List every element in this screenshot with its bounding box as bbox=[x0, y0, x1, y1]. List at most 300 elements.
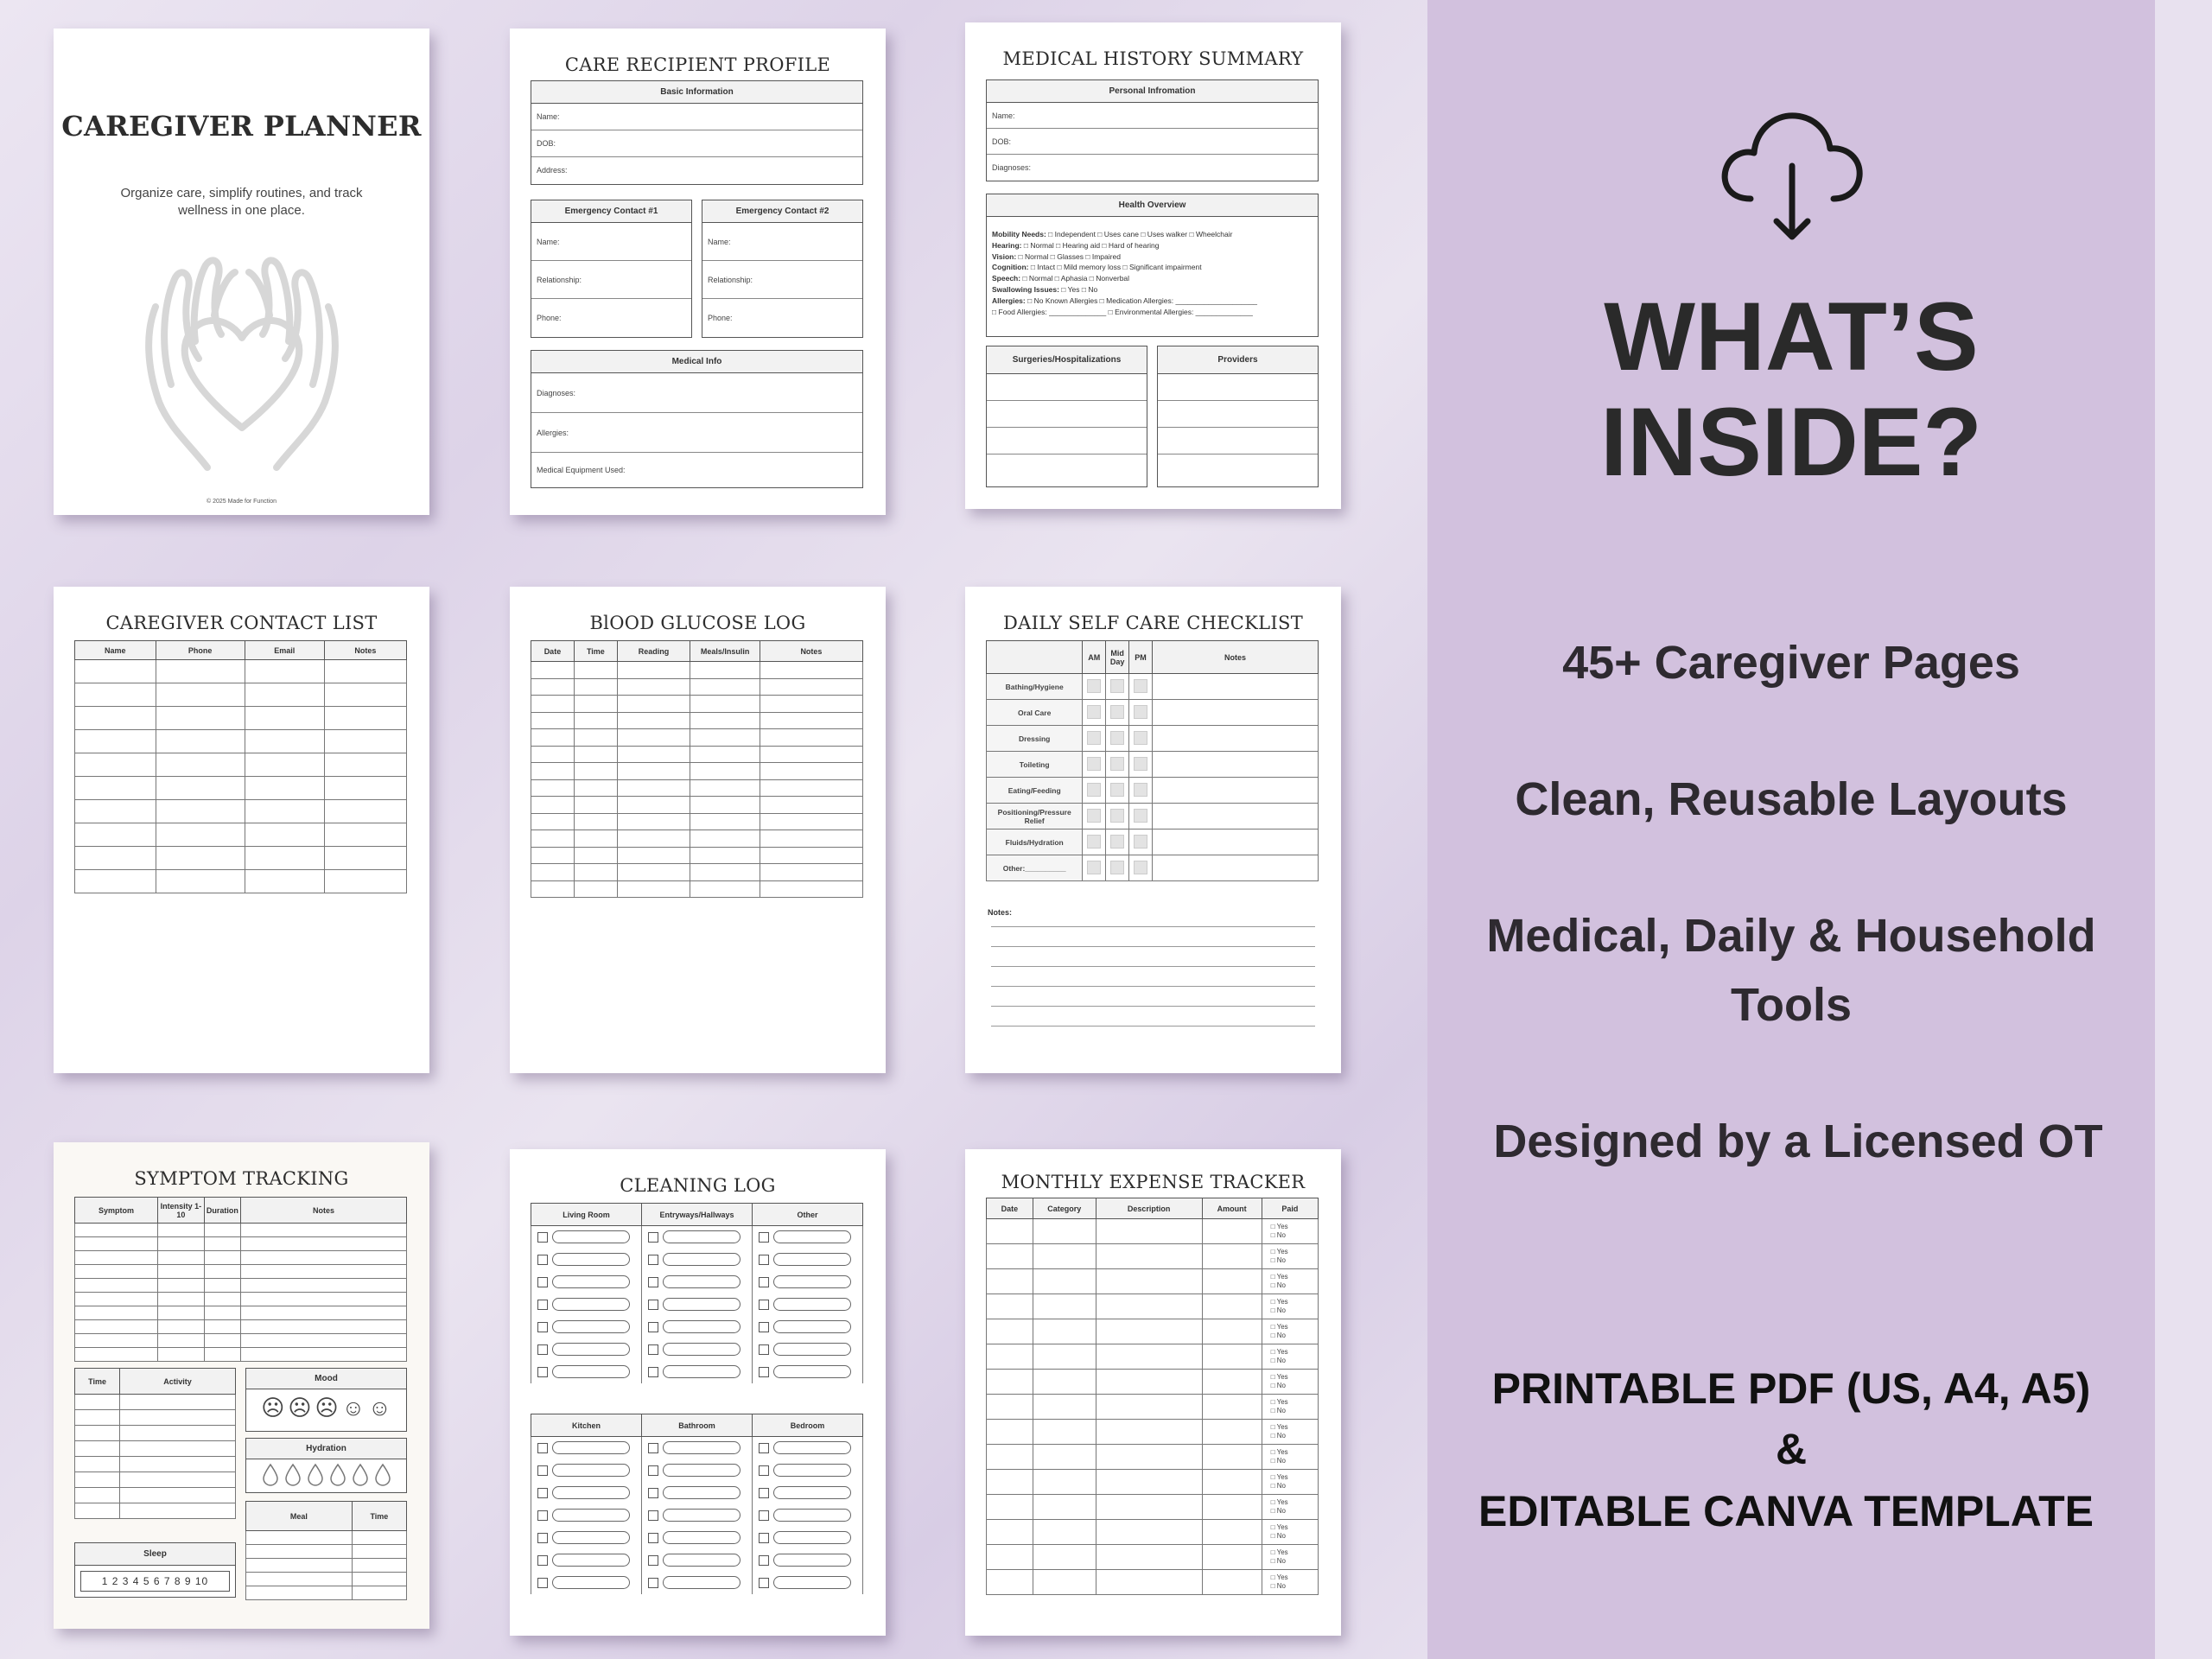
contacts-row bbox=[75, 683, 407, 707]
paid-no-option: □ No bbox=[1270, 1357, 1286, 1364]
medical-info-header: Medical Info bbox=[531, 351, 862, 373]
glucose-col-header: Time bbox=[574, 641, 617, 662]
checkbox-icon bbox=[648, 1443, 658, 1453]
symptom-cell bbox=[204, 1265, 240, 1279]
symptom-cell bbox=[240, 1306, 406, 1320]
glucose-cell bbox=[690, 696, 760, 713]
mood-face-icon: ☺ bbox=[368, 1395, 391, 1421]
selfcare-title: DAILY SELF CARE CHECKLIST bbox=[1003, 613, 1303, 633]
meal-col-header: Time bbox=[352, 1502, 406, 1531]
glucose-cell bbox=[531, 696, 575, 713]
glucose-col-header: Meals/Insulin bbox=[690, 641, 760, 662]
surgeries-row bbox=[987, 428, 1147, 454]
task-pill bbox=[663, 1320, 741, 1333]
glucose-cell bbox=[760, 779, 862, 797]
checkbox-icon bbox=[537, 1232, 548, 1243]
symptom-cell bbox=[240, 1334, 406, 1348]
contacts-cell bbox=[245, 800, 324, 823]
activity-cell bbox=[120, 1488, 236, 1503]
glucose-cell bbox=[531, 729, 575, 747]
glucose-cell bbox=[617, 864, 690, 881]
expense-row bbox=[987, 1319, 1319, 1344]
checkbox-icon bbox=[1110, 809, 1124, 823]
cleaning-top-cell bbox=[531, 1316, 642, 1338]
health-line-label: Hearing: bbox=[992, 240, 1022, 250]
meal-row bbox=[246, 1586, 407, 1600]
contacts-cell bbox=[245, 870, 324, 893]
task-pill bbox=[663, 1343, 741, 1356]
checkbox-icon bbox=[1087, 731, 1101, 745]
checkbox-icon bbox=[648, 1555, 658, 1566]
glucose-row bbox=[531, 830, 863, 848]
selfcare-check-cell bbox=[1129, 674, 1153, 700]
task-pill bbox=[773, 1464, 851, 1477]
symptom-cell bbox=[240, 1237, 406, 1251]
field-diagnoses: Diagnoses: bbox=[531, 373, 862, 413]
task-pill bbox=[773, 1509, 851, 1522]
contacts-col-header: Name bbox=[75, 641, 156, 660]
selfcare-row-label: Oral Care bbox=[987, 700, 1083, 726]
glucose-row bbox=[531, 779, 863, 797]
glucose-cell bbox=[617, 763, 690, 780]
selfcare-row-label: Dressing bbox=[987, 726, 1083, 752]
mood-section bbox=[245, 1368, 407, 1432]
health-line-label: Speech: bbox=[992, 274, 1021, 283]
glucose-cell bbox=[690, 847, 760, 864]
glucose-cell bbox=[574, 813, 617, 830]
glucose-row bbox=[531, 797, 863, 814]
task-pill bbox=[773, 1320, 851, 1333]
cleaning-top-cell bbox=[531, 1249, 642, 1271]
activity-cell bbox=[120, 1410, 236, 1426]
expense-cell bbox=[1096, 1344, 1202, 1370]
expense-row bbox=[987, 1269, 1319, 1294]
activity-cell bbox=[120, 1441, 236, 1457]
selfcare-check-cell bbox=[1083, 674, 1106, 700]
personal-info-section bbox=[986, 79, 1319, 181]
symptom-cell bbox=[158, 1224, 205, 1237]
format-ampersand: & bbox=[1775, 1425, 1808, 1473]
field-name: Name: bbox=[531, 104, 862, 130]
checkbox-icon bbox=[759, 1443, 769, 1453]
providers-row bbox=[1158, 374, 1318, 401]
emergency-contact-2 bbox=[702, 200, 863, 338]
sleep-header: Sleep bbox=[75, 1543, 235, 1566]
expense-cell bbox=[1262, 1520, 1318, 1545]
checkbox-icon bbox=[648, 1578, 658, 1588]
meal-cell bbox=[352, 1586, 406, 1600]
expense-cell bbox=[1033, 1570, 1096, 1595]
expense-cell bbox=[1202, 1370, 1262, 1395]
water-drop-icon bbox=[283, 1463, 302, 1487]
glucose-col-header: Notes bbox=[760, 641, 862, 662]
task-pill bbox=[552, 1298, 630, 1311]
paid-no-option: □ No bbox=[1270, 1332, 1286, 1339]
task-pill bbox=[552, 1554, 630, 1567]
cleaning-top-row bbox=[531, 1226, 863, 1249]
symptom-cell bbox=[75, 1251, 158, 1265]
checkbox-icon bbox=[759, 1533, 769, 1543]
expense-col-header: Amount bbox=[1202, 1198, 1262, 1219]
cleaning-bottom-cell bbox=[531, 1549, 642, 1572]
glucose-row bbox=[531, 864, 863, 881]
contacts-cell bbox=[324, 777, 406, 800]
medical-info-section bbox=[531, 350, 863, 488]
selfcare-check-cell bbox=[1129, 855, 1153, 881]
expense-row bbox=[987, 1420, 1319, 1445]
expense-cell bbox=[1033, 1520, 1096, 1545]
ec2-phone: Phone: bbox=[708, 314, 733, 322]
expense-cell bbox=[1096, 1269, 1202, 1294]
activity-cell bbox=[75, 1441, 120, 1457]
cleaning-bottom-cell bbox=[642, 1549, 753, 1572]
expense-cell bbox=[1033, 1219, 1096, 1244]
glucose-row bbox=[531, 763, 863, 780]
task-pill bbox=[552, 1275, 630, 1288]
expense-cell bbox=[1096, 1294, 1202, 1319]
activity-cell bbox=[120, 1457, 236, 1472]
cleaning-top-cell bbox=[531, 1271, 642, 1294]
expense-row bbox=[987, 1294, 1319, 1319]
meal-table bbox=[245, 1501, 407, 1600]
selfcare-check-cell bbox=[1106, 830, 1129, 855]
paid-no-option: □ No bbox=[1270, 1407, 1286, 1414]
paid-no-option: □ No bbox=[1270, 1507, 1286, 1515]
symptom-cell bbox=[75, 1224, 158, 1237]
selfcare-row bbox=[987, 726, 1319, 752]
cleaning-table-top bbox=[531, 1203, 863, 1383]
checkbox-icon bbox=[1087, 809, 1101, 823]
contacts-table bbox=[74, 640, 407, 893]
symptom-cell bbox=[204, 1251, 240, 1265]
cover-footer: © 2025 Made for Function bbox=[206, 499, 277, 505]
expense-cell bbox=[1033, 1370, 1096, 1395]
symptom-cell bbox=[204, 1306, 240, 1320]
cleaning-top-cell bbox=[753, 1249, 863, 1271]
cleaning-bottom-cell bbox=[753, 1527, 863, 1549]
glucose-cell bbox=[574, 763, 617, 780]
paid-no-option: □ No bbox=[1270, 1557, 1286, 1565]
expense-row bbox=[987, 1445, 1319, 1470]
expense-cell bbox=[1096, 1520, 1202, 1545]
expense-cell bbox=[987, 1520, 1033, 1545]
task-pill bbox=[663, 1230, 741, 1243]
selfcare-check-cell bbox=[1129, 778, 1153, 804]
glucose-row bbox=[531, 712, 863, 729]
selfcare-notes-cell bbox=[1152, 674, 1318, 700]
contacts-cell bbox=[75, 823, 156, 847]
providers-row bbox=[1158, 454, 1318, 481]
notes-line bbox=[991, 986, 1315, 987]
selfcare-notes-cell bbox=[1152, 752, 1318, 778]
cleaning-bottom-cell bbox=[642, 1504, 753, 1527]
expense-cell bbox=[987, 1470, 1033, 1495]
expense-row bbox=[987, 1545, 1319, 1570]
selfcare-check-cell bbox=[1083, 752, 1106, 778]
providers-section bbox=[1157, 346, 1319, 487]
selfcare-notes-cell bbox=[1152, 830, 1318, 855]
activity-cell bbox=[75, 1410, 120, 1426]
mood-header: Mood bbox=[246, 1369, 406, 1389]
selfcare-check-cell bbox=[1083, 830, 1106, 855]
contacts-col-header: Phone bbox=[156, 641, 245, 660]
glucose-cell bbox=[531, 746, 575, 763]
glucose-cell bbox=[574, 696, 617, 713]
symptom-row bbox=[75, 1251, 407, 1265]
glucose-cell bbox=[760, 864, 862, 881]
task-pill bbox=[663, 1253, 741, 1266]
symptom-col-header: Duration bbox=[204, 1198, 240, 1224]
paid-yes-option: □ Yes bbox=[1270, 1523, 1288, 1531]
contacts-row bbox=[75, 870, 407, 893]
contacts-cell bbox=[245, 777, 324, 800]
checkbox-icon bbox=[759, 1255, 769, 1265]
expense-cell bbox=[1033, 1395, 1096, 1420]
task-pill bbox=[552, 1464, 630, 1477]
glucose-cell bbox=[574, 678, 617, 696]
sleep-scale: 1 2 3 4 5 6 7 8 9 10 bbox=[80, 1571, 230, 1592]
contacts-cell bbox=[156, 707, 245, 730]
selfcare-col-header bbox=[987, 641, 1083, 674]
meal-cell bbox=[246, 1559, 353, 1573]
selfcare-check-cell bbox=[1106, 804, 1129, 830]
contacts-cell bbox=[156, 683, 245, 707]
glucose-cell bbox=[617, 712, 690, 729]
task-pill bbox=[773, 1365, 851, 1378]
selfcare-row bbox=[987, 778, 1319, 804]
cleaning-top-cell bbox=[531, 1361, 642, 1383]
symptom-col-header: Notes bbox=[240, 1198, 406, 1224]
notes-line bbox=[991, 1006, 1315, 1007]
selfcare-row bbox=[987, 855, 1319, 881]
task-pill bbox=[552, 1509, 630, 1522]
expense-row bbox=[987, 1244, 1319, 1269]
expense-row bbox=[987, 1219, 1319, 1244]
expense-cell bbox=[1262, 1445, 1318, 1470]
surgeries-row bbox=[987, 374, 1147, 401]
task-pill bbox=[773, 1298, 851, 1311]
cleaning-top-cell bbox=[753, 1316, 863, 1338]
page-cleaning-log bbox=[510, 1149, 886, 1636]
checkbox-icon bbox=[759, 1578, 769, 1588]
expense-cell bbox=[1096, 1370, 1202, 1395]
glucose-row bbox=[531, 678, 863, 696]
checkbox-icon bbox=[537, 1300, 548, 1310]
contacts-cell bbox=[324, 800, 406, 823]
selfcare-col-header: PM bbox=[1129, 641, 1153, 674]
cleaning-top-cell bbox=[531, 1338, 642, 1361]
checkbox-icon bbox=[759, 1277, 769, 1287]
glucose-title: BlOOD GLUCOSE LOG bbox=[589, 613, 806, 633]
cleaning-top-cell bbox=[642, 1271, 753, 1294]
activity-cell bbox=[75, 1426, 120, 1441]
symptom-cell bbox=[75, 1348, 158, 1362]
cleaning-bottom-col-header: Kitchen bbox=[531, 1414, 642, 1437]
cleaning-top-row bbox=[531, 1294, 863, 1316]
glucose-cell bbox=[574, 712, 617, 729]
feature-designer: Designed by a Licensed OT bbox=[1493, 1116, 2103, 1167]
expense-cell bbox=[1262, 1344, 1318, 1370]
expense-cell bbox=[987, 1570, 1033, 1595]
glucose-cell bbox=[760, 696, 862, 713]
notes-line bbox=[991, 926, 1315, 927]
cleaning-bottom-cell bbox=[753, 1549, 863, 1572]
glucose-cell bbox=[760, 729, 862, 747]
contacts-cell bbox=[324, 753, 406, 777]
checkbox-icon bbox=[648, 1277, 658, 1287]
feature-pages: 45+ Caregiver Pages bbox=[1562, 637, 2020, 689]
checkbox-icon bbox=[1087, 679, 1101, 693]
expense-cell bbox=[1096, 1244, 1202, 1269]
cleaning-top-col-header: Other bbox=[753, 1204, 863, 1226]
contacts-cell bbox=[245, 707, 324, 730]
expense-header-row bbox=[987, 1198, 1319, 1219]
activity-col-header: Activity bbox=[120, 1369, 236, 1395]
task-pill bbox=[663, 1464, 741, 1477]
cleaning-bottom-cell bbox=[642, 1459, 753, 1482]
expense-row bbox=[987, 1395, 1319, 1420]
cleaning-bottom-cell bbox=[531, 1459, 642, 1482]
checkbox-icon bbox=[537, 1555, 548, 1566]
health-line bbox=[992, 262, 1313, 273]
expense-cell bbox=[1202, 1445, 1262, 1470]
symptom-cell bbox=[240, 1293, 406, 1306]
cleaning-bottom-cell bbox=[753, 1572, 863, 1594]
symptom-row bbox=[75, 1348, 407, 1362]
symptom-cell bbox=[240, 1224, 406, 1237]
activity-row bbox=[75, 1503, 236, 1519]
expense-cell bbox=[987, 1269, 1033, 1294]
activity-row bbox=[75, 1395, 236, 1410]
checkbox-icon bbox=[648, 1322, 658, 1332]
checkbox-icon bbox=[1134, 809, 1147, 823]
expense-row bbox=[987, 1520, 1319, 1545]
contacts-cell bbox=[75, 800, 156, 823]
contacts-cell bbox=[324, 847, 406, 870]
cloud-download-icon bbox=[1716, 105, 1868, 242]
hydration-header: Hydration bbox=[246, 1439, 406, 1459]
symptom-cell bbox=[204, 1334, 240, 1348]
task-pill bbox=[552, 1531, 630, 1544]
glucose-cell bbox=[617, 779, 690, 797]
contacts-cell bbox=[245, 847, 324, 870]
meal-cell bbox=[246, 1586, 353, 1600]
expense-row bbox=[987, 1470, 1319, 1495]
checkbox-icon bbox=[537, 1277, 548, 1287]
cleaning-bottom-cell bbox=[753, 1482, 863, 1504]
glucose-header-row bbox=[531, 641, 863, 662]
task-pill bbox=[552, 1365, 630, 1378]
page-recipient-profile bbox=[510, 29, 886, 515]
cleaning-top-cell bbox=[753, 1294, 863, 1316]
contacts-row bbox=[75, 660, 407, 683]
checkbox-icon bbox=[1110, 731, 1124, 745]
activity-cell bbox=[75, 1457, 120, 1472]
checkbox-icon bbox=[1134, 757, 1147, 771]
expense-cell bbox=[1262, 1370, 1318, 1395]
cleaning-bottom-cell bbox=[642, 1437, 753, 1459]
activity-cell bbox=[120, 1395, 236, 1410]
cleaning-bottom-row bbox=[531, 1572, 863, 1594]
checkbox-icon bbox=[537, 1344, 548, 1355]
checkbox-icon bbox=[759, 1555, 769, 1566]
expense-cell bbox=[1202, 1269, 1262, 1294]
expense-cell bbox=[1202, 1520, 1262, 1545]
contacts-cell bbox=[324, 707, 406, 730]
paid-no-option: □ No bbox=[1270, 1382, 1286, 1389]
paid-no-option: □ No bbox=[1270, 1306, 1286, 1314]
selfcare-row bbox=[987, 804, 1319, 830]
contacts-row bbox=[75, 730, 407, 753]
glucose-cell bbox=[617, 696, 690, 713]
expense-cell bbox=[1202, 1420, 1262, 1445]
meal-row bbox=[246, 1545, 407, 1559]
symptom-cell bbox=[240, 1348, 406, 1362]
selfcare-check-cell bbox=[1106, 726, 1129, 752]
glucose-cell bbox=[690, 712, 760, 729]
paid-yes-option: □ Yes bbox=[1270, 1573, 1288, 1581]
expense-row bbox=[987, 1495, 1319, 1520]
ec1-name: Name: bbox=[531, 223, 691, 261]
expense-row bbox=[987, 1570, 1319, 1595]
glucose-cell bbox=[531, 763, 575, 780]
checkbox-icon bbox=[1110, 705, 1124, 719]
checkbox-icon bbox=[759, 1300, 769, 1310]
symptom-cell bbox=[158, 1334, 205, 1348]
checkbox-icon bbox=[1134, 679, 1147, 693]
expense-cell bbox=[1262, 1319, 1318, 1344]
selfcare-check-cell bbox=[1106, 674, 1129, 700]
expense-row bbox=[987, 1370, 1319, 1395]
selfcare-check-cell bbox=[1083, 778, 1106, 804]
health-overview-lines bbox=[987, 217, 1318, 317]
surgeries-header: Surgeries/Hospitalizations bbox=[987, 346, 1147, 374]
meal-header-row bbox=[246, 1502, 407, 1531]
expense-cell bbox=[1033, 1420, 1096, 1445]
glucose-cell bbox=[617, 662, 690, 679]
contacts-cell bbox=[156, 730, 245, 753]
task-pill bbox=[663, 1298, 741, 1311]
expense-cell bbox=[987, 1294, 1033, 1319]
task-pill bbox=[773, 1441, 851, 1454]
glucose-cell bbox=[690, 763, 760, 780]
task-pill bbox=[552, 1576, 630, 1589]
expense-cell bbox=[1096, 1420, 1202, 1445]
paid-yes-option: □ Yes bbox=[1270, 1398, 1288, 1406]
glucose-cell bbox=[531, 847, 575, 864]
health-line bbox=[992, 273, 1313, 284]
expense-cell bbox=[1096, 1545, 1202, 1570]
selfcare-check-cell bbox=[1129, 830, 1153, 855]
glucose-cell bbox=[760, 746, 862, 763]
task-pill bbox=[773, 1343, 851, 1356]
checkbox-icon bbox=[537, 1510, 548, 1521]
expense-cell bbox=[1202, 1319, 1262, 1344]
meal-col-header: Meal bbox=[246, 1502, 353, 1531]
expense-cell bbox=[1262, 1244, 1318, 1269]
page-expense-tracker bbox=[965, 1149, 1341, 1636]
surgeries-row bbox=[987, 454, 1147, 481]
meal-cell bbox=[352, 1531, 406, 1545]
glucose-row bbox=[531, 729, 863, 747]
water-drop-icon bbox=[261, 1463, 280, 1487]
task-pill bbox=[773, 1230, 851, 1243]
expense-cell bbox=[1262, 1269, 1318, 1294]
expense-cell bbox=[987, 1445, 1033, 1470]
glucose-cell bbox=[574, 864, 617, 881]
checkbox-icon bbox=[648, 1255, 658, 1265]
expense-cell bbox=[1096, 1445, 1202, 1470]
